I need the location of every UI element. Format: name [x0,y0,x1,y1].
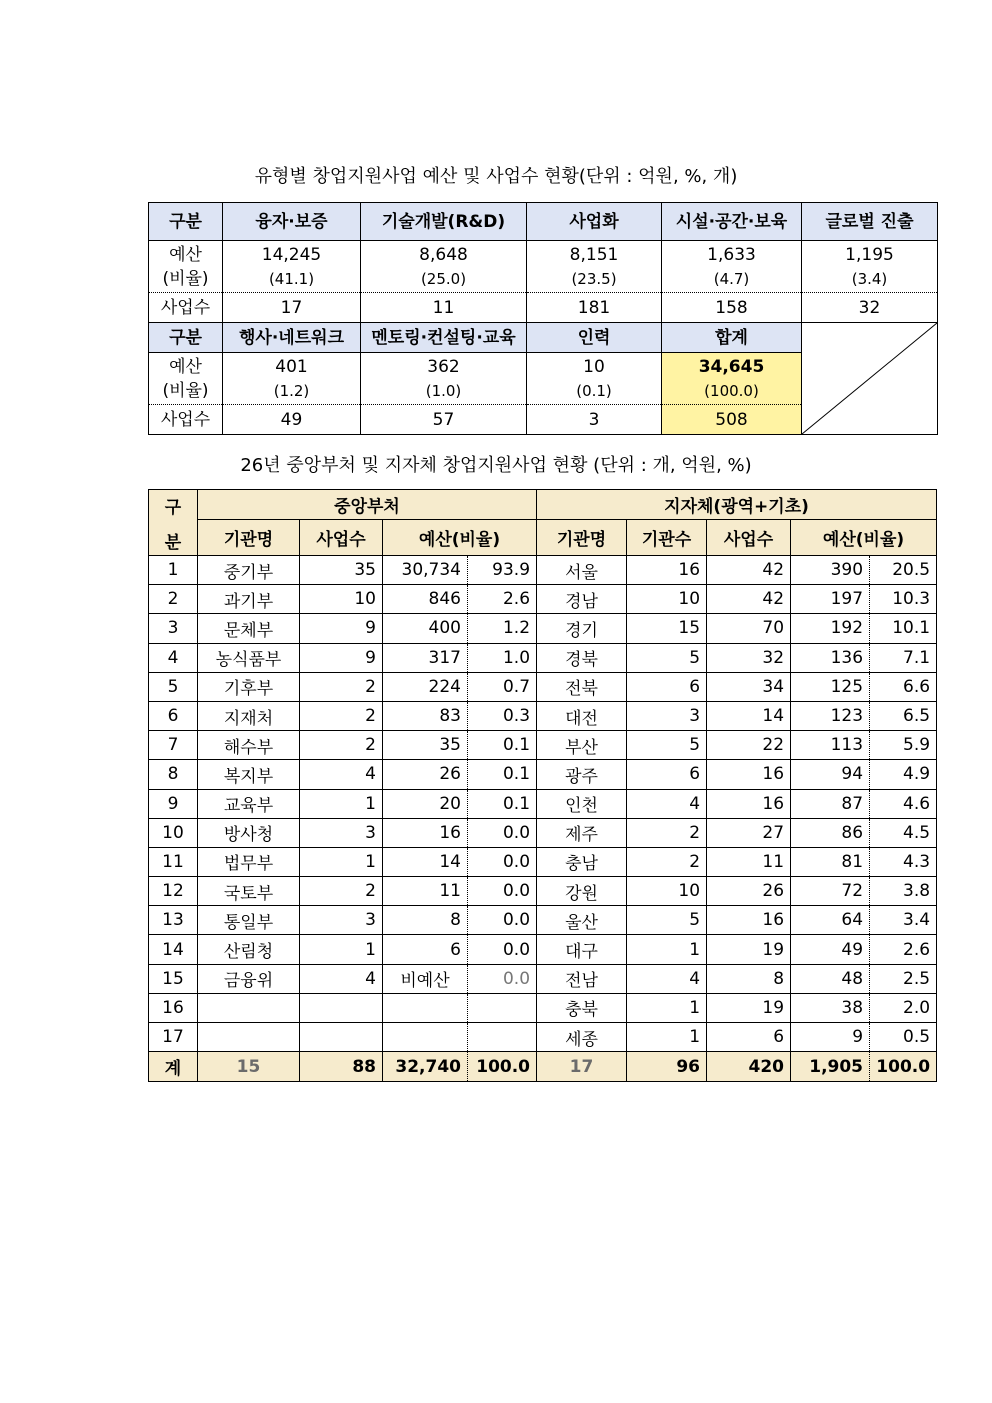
cell-l-name: 경남 [537,585,627,614]
header-local-name: 기관명 [537,520,627,556]
cell-c-budget [383,1023,468,1052]
cell-l-ratio: 2.6 [870,935,937,964]
total-l-count: 420 [707,1052,791,1082]
cell-l-orgs: 1 [627,993,707,1022]
table2-title: 26년 중앙부처 및 지자체 창업지원사업 현황 (단위 : 개, 억원, %) [240,455,752,476]
budget-cell: 362 (1.0) [361,353,527,405]
cell-l-budget: 9 [791,1023,870,1052]
table-row [149,585,937,614]
cell-c-budget: 6 [383,935,468,964]
cell-c-ratio: 0.7 [468,672,537,701]
cell-no: 4 [149,643,198,672]
cell-l-budget: 123 [791,701,870,730]
budget-cell: 10 (0.1) [527,353,662,405]
cell-c-name: 통일부 [198,906,300,935]
cell-l-ratio: 10.1 [870,614,937,643]
count-cell: 17 [223,293,361,323]
cell-l-orgs: 4 [627,964,707,993]
count-cell: 11 [361,293,527,323]
cell-c-ratio: 2.6 [468,585,537,614]
cell-l-budget: 81 [791,847,870,876]
cell-l-count: 42 [707,585,791,614]
cell-l-ratio: 4.3 [870,847,937,876]
table-row [149,993,937,1022]
cell-no: 2 [149,585,198,614]
cell-l-ratio: 7.1 [870,643,937,672]
budget-cell: 1,195 (3.4) [802,241,938,293]
cell-c-budget: 846 [383,585,468,614]
cell-no: 8 [149,760,198,789]
table-row [149,731,937,760]
cell-l-ratio: 4.6 [870,789,937,818]
cell-c-budget: 400 [383,614,468,643]
cell-c-count [300,993,383,1022]
count-cell: 181 [527,293,662,323]
cell-c-budget: 11 [383,877,468,906]
cell-no: 5 [149,672,198,701]
cell-c-count: 9 [300,643,383,672]
table-row [149,789,937,818]
cell-l-count: 16 [707,906,791,935]
total-l-orgs: 96 [627,1052,707,1082]
budget-label: 예산 (비율) [149,353,223,405]
header-type-6: 행사·네트워크 [223,323,361,353]
header-local-orgs: 기관수 [627,520,707,556]
cell-l-orgs: 10 [627,877,707,906]
table-row [149,701,937,730]
cell-c-budget: 317 [383,643,468,672]
cell-c-count: 2 [300,701,383,730]
cell-l-orgs: 15 [627,614,707,643]
cell-l-name: 제주 [537,818,627,847]
total-c-count: 88 [300,1052,383,1082]
cell-l-count: 6 [707,1023,791,1052]
cell-no: 1 [149,556,198,585]
cell-c-count: 10 [300,585,383,614]
cell-c-ratio: 0.1 [468,731,537,760]
total-label: 계 [149,1052,198,1082]
cell-c-budget: 14 [383,847,468,876]
cell-c-name: 농식품부 [198,643,300,672]
cell-l-budget: 192 [791,614,870,643]
cell-c-budget: 30,734 [383,556,468,585]
cell-l-count: 26 [707,877,791,906]
header-central: 중앙부처 [198,490,537,520]
cell-no: 6 [149,701,198,730]
header-local: 지자체(광역+기초) [537,490,937,520]
cell-c-name [198,1023,300,1052]
cell-c-name: 문체부 [198,614,300,643]
total-l-budget: 1,905 [791,1052,870,1082]
cell-c-ratio: 93.9 [468,556,537,585]
cell-l-ratio: 2.5 [870,964,937,993]
cell-l-name: 인천 [537,789,627,818]
cell-l-ratio: 10.3 [870,585,937,614]
budget-row-1 [149,241,938,293]
cell-l-count: 42 [707,556,791,585]
cell-l-ratio: 20.5 [870,556,937,585]
cell-l-ratio: 3.4 [870,906,937,935]
table-row [149,818,937,847]
cell-c-budget: 26 [383,760,468,789]
cell-l-count: 34 [707,672,791,701]
cell-l-ratio: 2.0 [870,993,937,1022]
cell-l-ratio: 4.5 [870,818,937,847]
table-row [149,760,937,789]
count-label: 사업수 [149,293,223,323]
header-type-3: 사업화 [527,203,662,241]
count-cell: 32 [802,293,938,323]
header-row-1 [149,203,938,241]
cell-c-count: 3 [300,906,383,935]
cell-c-count [300,1023,383,1052]
cell-l-ratio: 3.8 [870,877,937,906]
header-gubun: 구 분 [149,490,198,556]
cell-l-name: 충북 [537,993,627,1022]
cell-l-budget: 136 [791,643,870,672]
cell-l-name: 경기 [537,614,627,643]
cell-c-ratio: 1.0 [468,643,537,672]
table-row [149,672,937,701]
budget-cell: 1,633 (4.7) [662,241,802,293]
cell-l-orgs: 5 [627,731,707,760]
budget-label: 예산 (비율) [149,241,223,293]
header-local-count: 사업수 [707,520,791,556]
budget-cell: 401 (1.2) [223,353,361,405]
cell-c-name: 산림청 [198,935,300,964]
cell-l-orgs: 10 [627,585,707,614]
cell-c-ratio: 0.1 [468,789,537,818]
cell-l-count: 16 [707,789,791,818]
cell-c-name: 해수부 [198,731,300,760]
header-total: 합계 [662,323,802,353]
cell-l-ratio: 6.6 [870,672,937,701]
cell-c-count: 9 [300,614,383,643]
cell-l-count: 19 [707,935,791,964]
cell-c-budget: 20 [383,789,468,818]
cell-l-name: 대전 [537,701,627,730]
cell-l-budget: 49 [791,935,870,964]
cell-c-count: 3 [300,818,383,847]
cell-no: 12 [149,877,198,906]
cell-l-orgs: 16 [627,556,707,585]
cell-l-orgs: 3 [627,701,707,730]
cell-l-orgs: 1 [627,1023,707,1052]
cell-c-name: 국토부 [198,877,300,906]
cell-c-ratio: 0.3 [468,701,537,730]
cell-no: 15 [149,964,198,993]
cell-c-ratio: 0.0 [468,906,537,935]
cell-l-count: 8 [707,964,791,993]
cell-c-name: 지재처 [198,701,300,730]
cell-no: 14 [149,935,198,964]
count-cell: 3 [527,405,662,435]
cell-l-ratio: 5.9 [870,731,937,760]
cell-c-budget: 16 [383,818,468,847]
cell-c-count: 2 [300,877,383,906]
cell-l-orgs: 6 [627,760,707,789]
cell-l-orgs: 2 [627,847,707,876]
total-count-cell: 508 [662,405,802,435]
cell-c-ratio: 0.0 [468,818,537,847]
cell-no: 10 [149,818,198,847]
cell-c-count: 1 [300,935,383,964]
header-gubun: 구분 [149,203,223,241]
header-type-5: 글로벌 진출 [802,203,938,241]
cell-no: 7 [149,731,198,760]
cell-l-name: 세종 [537,1023,627,1052]
header-row-1 [149,490,937,520]
total-l-name: 17 [537,1052,627,1082]
count-cell: 57 [361,405,527,435]
cell-c-budget: 8 [383,906,468,935]
budget-cell: 14,245 (41.1) [223,241,361,293]
cell-l-name: 부산 [537,731,627,760]
total-l-ratio: 100.0 [870,1052,937,1082]
cell-no: 17 [149,1023,198,1052]
count-cell: 49 [223,405,361,435]
cell-l-name: 서울 [537,556,627,585]
cell-l-name: 광주 [537,760,627,789]
cell-l-name: 경북 [537,643,627,672]
cell-l-count: 19 [707,993,791,1022]
header-type-4: 시설·공간·보육 [662,203,802,241]
cell-c-ratio [468,993,537,1022]
cell-c-budget: 35 [383,731,468,760]
cell-l-budget: 390 [791,556,870,585]
cell-c-count: 2 [300,672,383,701]
cell-l-ratio: 4.9 [870,760,937,789]
cell-l-ratio: 6.5 [870,701,937,730]
cell-l-ratio: 0.5 [870,1023,937,1052]
cell-l-name: 울산 [537,906,627,935]
cell-c-name: 방사청 [198,818,300,847]
cell-c-name: 교육부 [198,789,300,818]
cell-no: 9 [149,789,198,818]
cell-c-budget: 224 [383,672,468,701]
cell-c-name: 과기부 [198,585,300,614]
cell-l-budget: 86 [791,818,870,847]
cell-c-budget: 83 [383,701,468,730]
table-row [149,847,937,876]
header-type-8: 인력 [527,323,662,353]
cell-l-budget: 125 [791,672,870,701]
cell-l-orgs: 1 [627,935,707,964]
cell-l-orgs: 6 [627,672,707,701]
total-c-budget: 32,740 [383,1052,468,1082]
cell-c-count: 1 [300,789,383,818]
ministry-local-table [148,489,937,1082]
cell-l-budget: 48 [791,964,870,993]
table-row [149,964,937,993]
header-central-name: 기관명 [198,520,300,556]
cell-c-name [198,993,300,1022]
cell-l-orgs: 2 [627,818,707,847]
table-row [149,935,937,964]
cell-no: 16 [149,993,198,1022]
cell-c-ratio: 1.2 [468,614,537,643]
total-budget-cell: 34,645 (100.0) [662,353,802,405]
cell-l-budget: 64 [791,906,870,935]
cell-c-name: 금융위 [198,964,300,993]
empty-diagonal-cell [802,323,938,435]
table-row [149,556,937,585]
cell-l-count: 22 [707,731,791,760]
cell-l-count: 27 [707,818,791,847]
cell-c-ratio: 0.0 [468,935,537,964]
cell-l-budget: 87 [791,789,870,818]
header-type-1: 융자·보증 [223,203,361,241]
cell-c-count: 4 [300,760,383,789]
cell-c-name: 법무부 [198,847,300,876]
cell-c-ratio: 0.0 [468,847,537,876]
budget-cell: 8,648 (25.0) [361,241,527,293]
total-c-ratio: 100.0 [468,1052,537,1082]
cell-l-name: 전북 [537,672,627,701]
cell-l-budget: 38 [791,993,870,1022]
cell-c-name: 중기부 [198,556,300,585]
cell-c-count: 1 [300,847,383,876]
cell-l-budget: 94 [791,760,870,789]
cell-l-name: 전남 [537,964,627,993]
table-row [149,614,937,643]
cell-c-budget: 비예산 [383,964,468,993]
cell-l-count: 11 [707,847,791,876]
cell-l-name: 강원 [537,877,627,906]
diagonal-line [802,323,937,434]
count-cell: 158 [662,293,802,323]
cell-l-orgs: 4 [627,789,707,818]
header-row-2 [149,520,937,556]
table-row [149,643,937,672]
header-local-budget: 예산(비율) [791,520,937,556]
header-type-2: 기술개발(R&D) [361,203,527,241]
header-type-7: 멘토링·컨설팅·교육 [361,323,527,353]
cell-l-count: 32 [707,643,791,672]
header-row-2 [149,323,938,353]
table-row [149,1023,937,1052]
table-row [149,906,937,935]
budget-cell: 8,151 (23.5) [527,241,662,293]
cell-c-budget [383,993,468,1022]
cell-l-count: 14 [707,701,791,730]
cell-l-count: 16 [707,760,791,789]
cell-l-count: 70 [707,614,791,643]
cell-no: 3 [149,614,198,643]
cell-c-count: 2 [300,731,383,760]
cell-l-budget: 197 [791,585,870,614]
cell-no: 13 [149,906,198,935]
cell-c-ratio: 0.0 [468,964,537,993]
cell-l-name: 대구 [537,935,627,964]
total-c-name: 15 [198,1052,300,1082]
table-row [149,877,937,906]
count-row-1 [149,293,938,323]
cell-c-ratio [468,1023,537,1052]
header-central-budget: 예산(비율) [383,520,537,556]
total-row [149,1052,937,1082]
cell-l-orgs: 5 [627,906,707,935]
cell-l-name: 충남 [537,847,627,876]
cell-c-name: 기후부 [198,672,300,701]
cell-c-name: 복지부 [198,760,300,789]
cell-no: 11 [149,847,198,876]
cell-c-count: 35 [300,556,383,585]
count-label: 사업수 [149,405,223,435]
cell-l-orgs: 5 [627,643,707,672]
cell-l-budget: 113 [791,731,870,760]
header-central-count: 사업수 [300,520,383,556]
cell-c-ratio: 0.0 [468,877,537,906]
header-gubun: 구분 [149,323,223,353]
cell-c-ratio: 0.1 [468,760,537,789]
table1-title: 유형별 창업지원사업 예산 및 사업수 현황(단위 : 억원, %, 개) [254,166,738,187]
cell-l-budget: 72 [791,877,870,906]
cell-c-count: 4 [300,964,383,993]
budget-by-type-table [148,202,938,435]
